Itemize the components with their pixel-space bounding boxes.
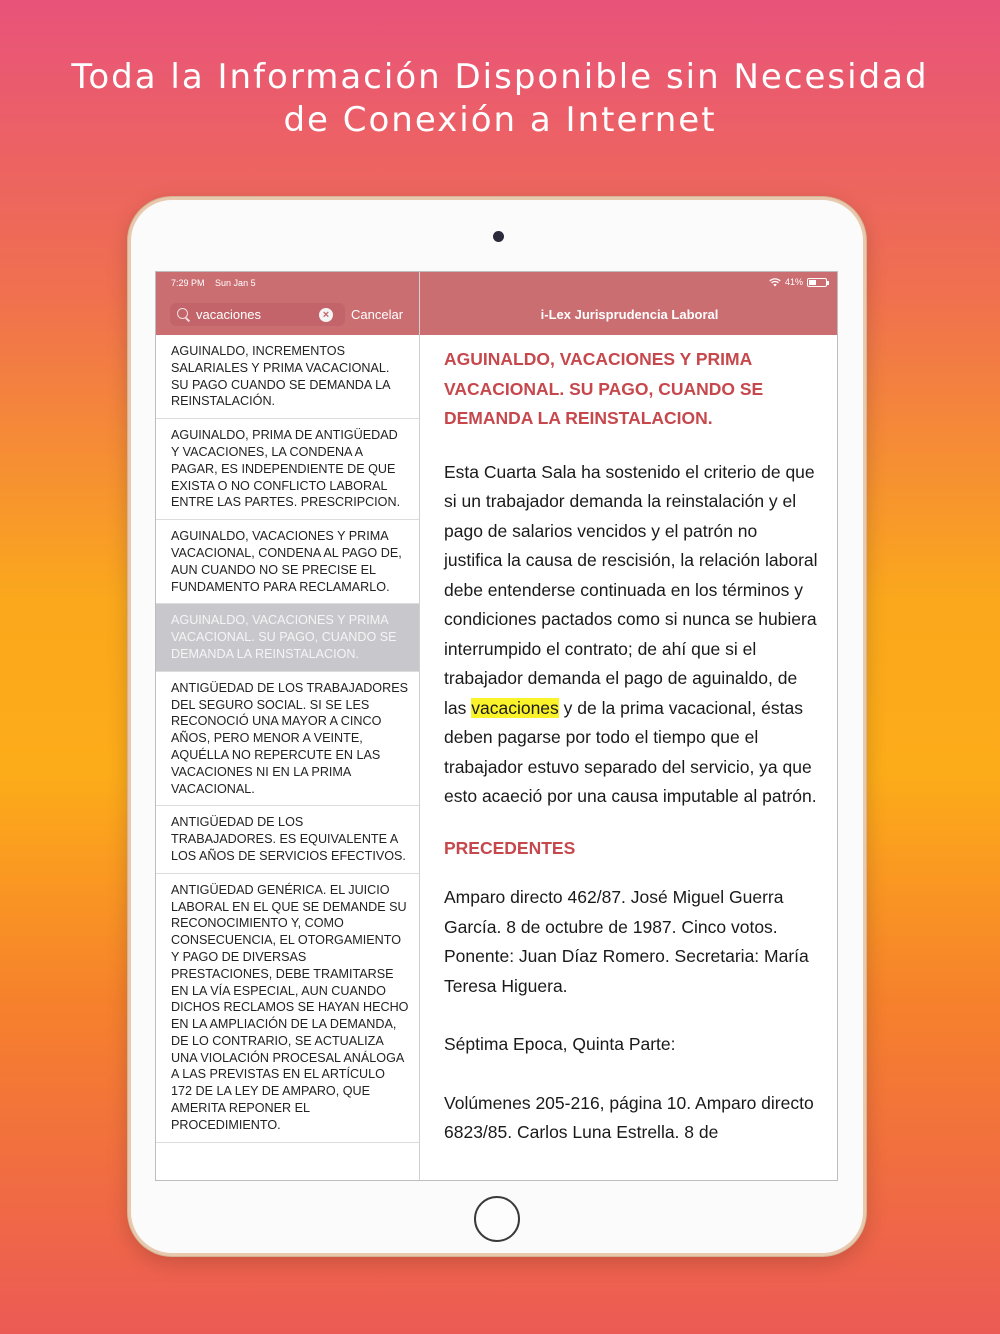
status-bar-right: [769, 277, 827, 287]
marketing-headline: [0, 56, 1000, 142]
camera-icon: [493, 231, 504, 242]
precedent-paragraph: Séptima Epoca, Quinta Parte:: [444, 1034, 676, 1054]
cancel-button[interactable]: Cancelar: [351, 307, 404, 322]
search-input[interactable]: [192, 307, 317, 322]
battery-icon: [807, 278, 827, 287]
list-item-selected[interactable]: AGUINALDO, VACACIONES Y PRIMA VACACIONAL. SU PAGO, CUANDO SE DEMANDA LA REINSTALACION.: [156, 604, 419, 671]
list-item[interactable]: AGUINALDO, INCREMENTOS SALARIALES Y PRIMA VACACIONAL. SU PAGO CUANDO SE DEMANDA LA REINSTALACIÓN.: [156, 335, 419, 419]
body-text-after: y de la prima vacacional, éstas deben pagarse por todo el tiempo que el trabajador estuvo separado del servicio, ya que esto acaeció por una causa imputable al patrón.: [444, 697, 817, 806]
list-item[interactable]: AGUINALDO, PRIMA DE ANTIGÜEDAD Y VACACIONES, LA CONDENA A PAGAR, ES INDEPENDIENTE DE QUE EXISTA O NO CONFLICTO LABORAL ENTRE LAS PARTES. PRESCRIPCION.: [156, 419, 419, 520]
detail-body: [444, 458, 819, 812]
battery-percent: 41%: [784, 277, 803, 287]
home-button[interactable]: [474, 1196, 520, 1242]
wifi-icon: [769, 278, 781, 287]
detail-title: AGUINALDO, VACACIONES Y PRIMA VACACIONAL. SU PAGO, CUANDO SE DEMANDA LA REINSTALACION.: [444, 349, 764, 428]
battery-fill: [809, 280, 816, 285]
navigation-bar: [156, 272, 838, 335]
status-bar-left: [171, 278, 264, 288]
search-bar[interactable]: [170, 303, 345, 326]
app-title: i-Lex Jurisprudencia Laboral: [540, 307, 719, 322]
search-icon: [176, 307, 192, 323]
list-item[interactable]: ANTIGÜEDAD GENÉRICA. EL JUICIO LABORAL EN EL QUE SE DEMANDE SU RECONOCIMIENTO Y, COMO CONSECUENCIA, EL OTORGAMIENTO Y PAGO DE DIVERSAS PRESTACIONES, DEBE TRAMITARSE EN LA VÍA ESPECIAL, AUN CUANDO DICHOS RECLAMOS SE HAYAN HECHO EN LA AMPLIACIÓN DE LA DEMANDA, DE LO CONTRARIO, SE ACTUALIZA UNA VIOLACIÓN PROCESAL ANÁLOGA A LAS PREVISTAS EN EL ARTÍCULO 172 DE LA LEY DE AMPARO, QUE AMERITA REPONER EL PROCEDIMIENTO.: [156, 874, 419, 1143]
search-highlight: vacaciones: [471, 697, 559, 718]
precedents-heading: PRECEDENTES: [444, 837, 576, 858]
headline-line-1: Toda la Información Disponible sin Necesidad: [71, 57, 929, 97]
body-text-before: Esta Cuarta Sala ha sostenido el criterio de que si un trabajador demanda la reinstalación y el pago de salarios vencidos y el patrón no justifica la causa de rescisión, la relación laboral debe entenderse continuada en los términos y condiciones pactados como si nunca se hubiera interrumpido el contrato; de ahí que si el trabajador demanda el pago de aguinaldo, de las: [444, 461, 818, 718]
status-date: Sun Jan 5: [215, 278, 256, 288]
status-time: 7:29 PM: [171, 278, 205, 288]
clear-search-icon[interactable]: ×: [319, 308, 333, 322]
precedent-paragraph: Amparo directo 462/87. José Miguel Guerra García. 8 de octubre de 1987. Cinco votos. Ponente: Juan Díaz Romero. Secretaria: María Teresa Higuera.: [444, 887, 809, 996]
list-item[interactable]: ANTIGÜEDAD DE LOS TRABAJADORES DEL SEGURO SOCIAL. SI SE LES RECONOCIÓ UNA MAYOR A CINCO AÑOS, PERO MENOR A VEINTE, AQUÉLLA NO REPERCUTE EN LAS VACACIONES NI EN LA PRIMA VACACIONAL.: [156, 672, 419, 807]
headline-line-2: de Conexión a Internet: [283, 100, 717, 140]
precedent-paragraph: Volúmenes 205-216, página 10. Amparo directo 6823/85. Carlos Luna Estrella. 8 de: [444, 1092, 814, 1142]
results-list[interactable]: [156, 335, 419, 1181]
device-screen: [155, 271, 838, 1181]
list-item[interactable]: AGUINALDO, VACACIONES Y PRIMA VACACIONAL, CONDENA AL PAGO DE, AUN CUANDO NO SE PRECISE EL FUNDAMENTO PARA RECLAMARLO.: [156, 520, 419, 604]
detail-pane[interactable]: [420, 335, 838, 1181]
list-item[interactable]: ANTIGÜEDAD DE LOS TRABAJADORES. ES EQUIVALENTE A LOS AÑOS DE SERVICIOS EFECTIVOS.: [156, 806, 419, 873]
